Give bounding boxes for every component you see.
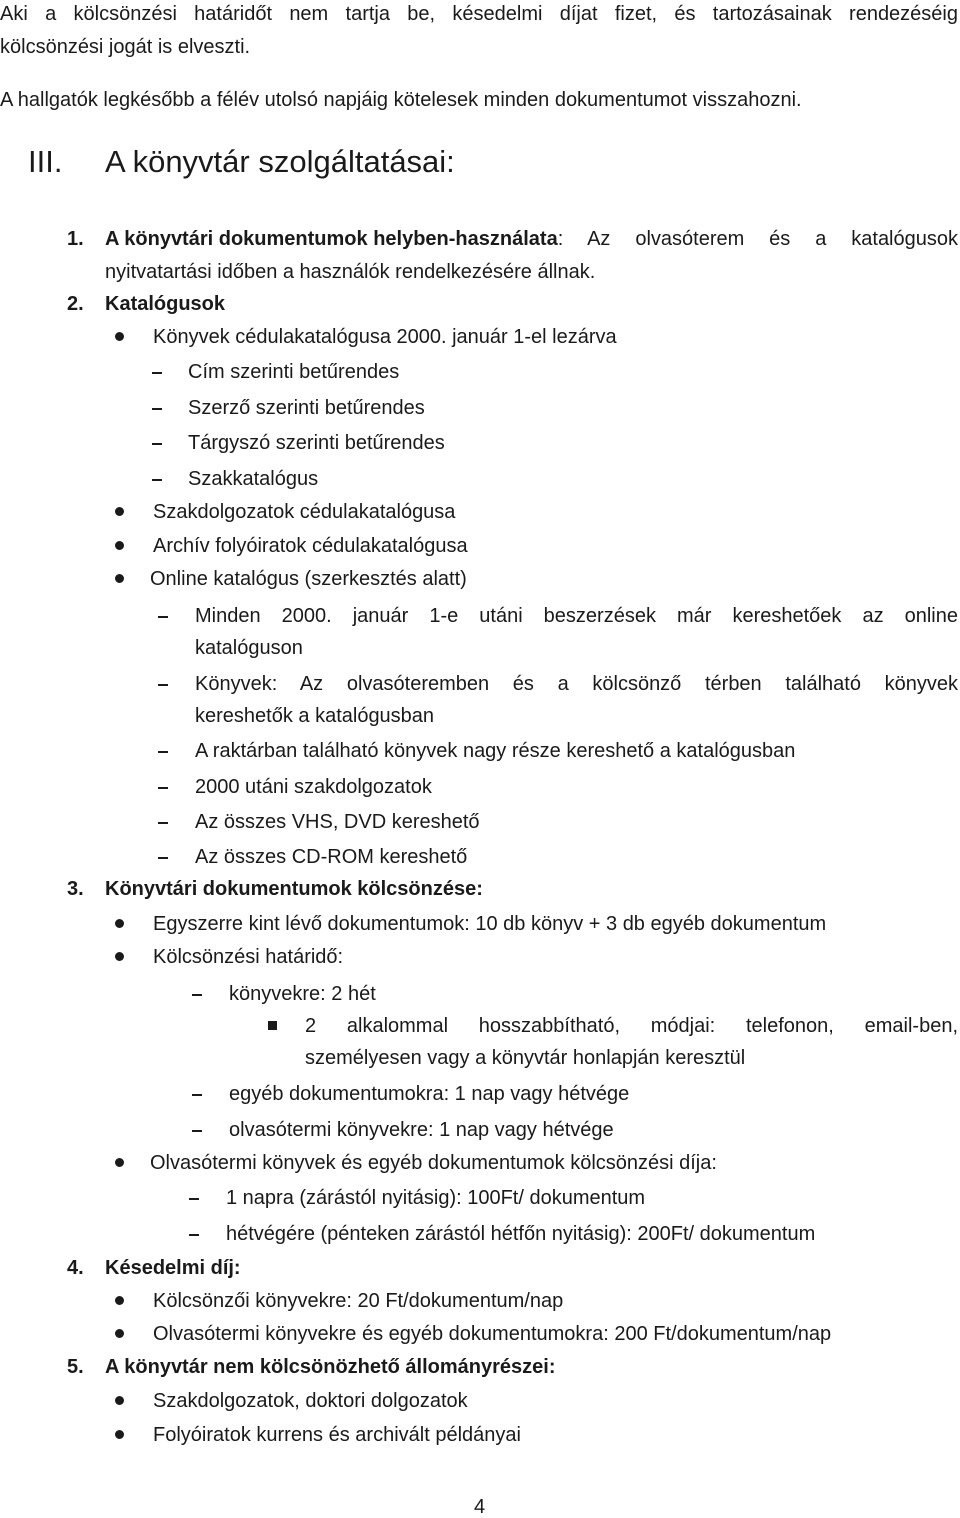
- online-sub-4: 2000 utáni szakdolgozatok: [195, 776, 432, 798]
- dash-icon: [192, 994, 202, 996]
- bullet-icon: [115, 574, 124, 583]
- item-4-heading: Késedelmi díj:: [105, 1257, 241, 1279]
- dash-icon: [192, 1094, 202, 1096]
- bullet-icon: [115, 332, 124, 341]
- item-3-number: 3.: [67, 878, 84, 900]
- intro-line-1: Aki a kölcsönzési határidőt nem tartja be, késedelmi díjat fizet, és tartozásainak rendezéséig: [0, 3, 958, 25]
- loan-reading-room: olvasótermi könyvekre: 1 nap vagy hétvége: [229, 1119, 614, 1141]
- item-5-heading: A könyvtár nem kölcsönözhető állományrészei:: [105, 1356, 556, 1378]
- reference-bullet-1: Szakdolgozatok, doktori dolgozatok: [153, 1390, 468, 1412]
- catalog-sub-1: Cím szerinti betűrendes: [188, 361, 400, 383]
- item-1-line: [105, 229, 958, 249]
- renewal-line-1: 2 alkalommal hosszabbítható, módjai: telefonon, email-ben,: [305, 1015, 958, 1037]
- item-5-number: 5.: [67, 1356, 84, 1378]
- item-2-heading: Katalógusok: [105, 293, 226, 315]
- fee-2: hétvégére (pénteken zárástól hétfőn nyitásig): 200Ft/ dokumentum: [226, 1223, 816, 1245]
- bullet-icon: [115, 919, 124, 928]
- online-sub-2-line-1: Könyvek: Az olvasóteremben és a kölcsönző térben található könyvek: [195, 673, 958, 695]
- catalog-bullet-4: Online katalógus (szerkesztés alatt): [150, 568, 467, 590]
- section-numeral: III.: [28, 144, 63, 179]
- loan-books: könyvekre: 2 hét: [229, 983, 376, 1005]
- lending-bullet-3: Olvasótermi könyvek és egyéb dokumentumok kölcsönzési díja:: [150, 1152, 717, 1174]
- online-sub-1-line-1: Minden 2000. január 1-e utáni beszerzések már kereshetőek az online: [195, 605, 958, 627]
- item-1-text-2: nyitvatartási időben a használók rendelkezésére állnak.: [105, 261, 596, 283]
- catalog-bullet-1: Könyvek cédulakatalógusa 2000. január 1-el lezárva: [153, 326, 617, 348]
- catalog-sub-2: Szerző szerinti betűrendes: [188, 397, 425, 419]
- online-sub-3: A raktárban található könyvek nagy része kereshető a katalógusban: [195, 740, 796, 762]
- bullet-icon: [115, 1296, 124, 1305]
- dash-icon: [158, 857, 168, 859]
- late-fee-bullet-2: Olvasótermi könyvekre és egyéb dokumentumokra: 200 Ft/dokumentum/nap: [153, 1323, 832, 1345]
- dash-icon: [158, 751, 168, 753]
- dash-icon: [152, 408, 162, 410]
- dash-icon: [152, 443, 162, 445]
- online-sub-2-line-2: kereshetők a katalógusban: [195, 705, 435, 727]
- online-sub-1-line-2: katalóguson: [195, 637, 303, 659]
- reference-bullet-2: Folyóiratok kurrens és archivált példányai: [153, 1424, 521, 1446]
- section-title: A könyvtár szolgáltatásai:: [105, 144, 455, 179]
- bullet-icon: [115, 952, 124, 961]
- lending-bullet-2: Kölcsönzési határidő:: [153, 946, 344, 968]
- bullet-icon: [115, 1329, 124, 1338]
- dash-icon: [158, 787, 168, 789]
- online-sub-5: Az összes VHS, DVD kereshető: [195, 811, 480, 833]
- item-4-number: 4.: [67, 1257, 84, 1279]
- dash-icon: [192, 1130, 202, 1132]
- dash-icon: [158, 684, 168, 686]
- bullet-icon: [115, 1396, 124, 1405]
- dash-icon: [152, 479, 162, 481]
- item-1-heading: A könyvtári dokumentumok helyben-használata: [105, 228, 558, 250]
- item-2-number: 2.: [67, 293, 84, 315]
- bullet-icon: [115, 507, 124, 516]
- catalog-sub-3: Tárgyszó szerinti betűrendes: [188, 432, 445, 454]
- dash-icon: [158, 616, 168, 618]
- renewal-line-2: személyesen vagy a könyvtár honlapján keresztül: [305, 1047, 746, 1069]
- dash-icon: [158, 822, 168, 824]
- dash-icon: [189, 1198, 199, 1200]
- catalog-bullet-3: Archív folyóiratok cédulakatalógusa: [153, 535, 468, 557]
- late-fee-bullet-1: Kölcsönzői könyvekre: 20 Ft/dokumentum/nap: [153, 1290, 564, 1312]
- online-sub-6: Az összes CD-ROM kereshető: [195, 846, 468, 868]
- dash-icon: [152, 372, 162, 374]
- bullet-icon: [115, 1430, 124, 1439]
- loan-other-docs: egyéb dokumentumokra: 1 nap vagy hétvége: [229, 1083, 630, 1105]
- item-3-heading: Könyvtári dokumentumok kölcsönzése:: [105, 878, 483, 900]
- catalog-bullet-2: Szakdolgozatok cédulakatalógusa: [153, 501, 456, 523]
- bullet-icon: [115, 1158, 124, 1167]
- bullet-icon: [115, 541, 124, 550]
- intro-line-3: A hallgatók legkésőbb a félév utolsó napjáig kötelesek minden dokumentumot visszahozni.: [0, 89, 802, 111]
- lending-bullet-1: Egyszerre kint lévő dokumentumok: 10 db könyv + 3 db egyéb dokumentum: [153, 913, 827, 935]
- item-1-number: 1.: [67, 228, 84, 250]
- fee-1: 1 napra (zárástól nyitásig): 100Ft/ dokumentum: [226, 1187, 646, 1209]
- item-1-text: : Az olvasóterem és a katalógusok: [557, 228, 958, 250]
- dash-icon: [189, 1234, 199, 1236]
- square-bullet-icon: [268, 1021, 277, 1030]
- catalog-sub-4: Szakkatalógus: [188, 468, 319, 490]
- intro-line-2: kölcsönzési jogát is elveszti.: [0, 36, 251, 58]
- page-number: 4: [474, 1496, 486, 1518]
